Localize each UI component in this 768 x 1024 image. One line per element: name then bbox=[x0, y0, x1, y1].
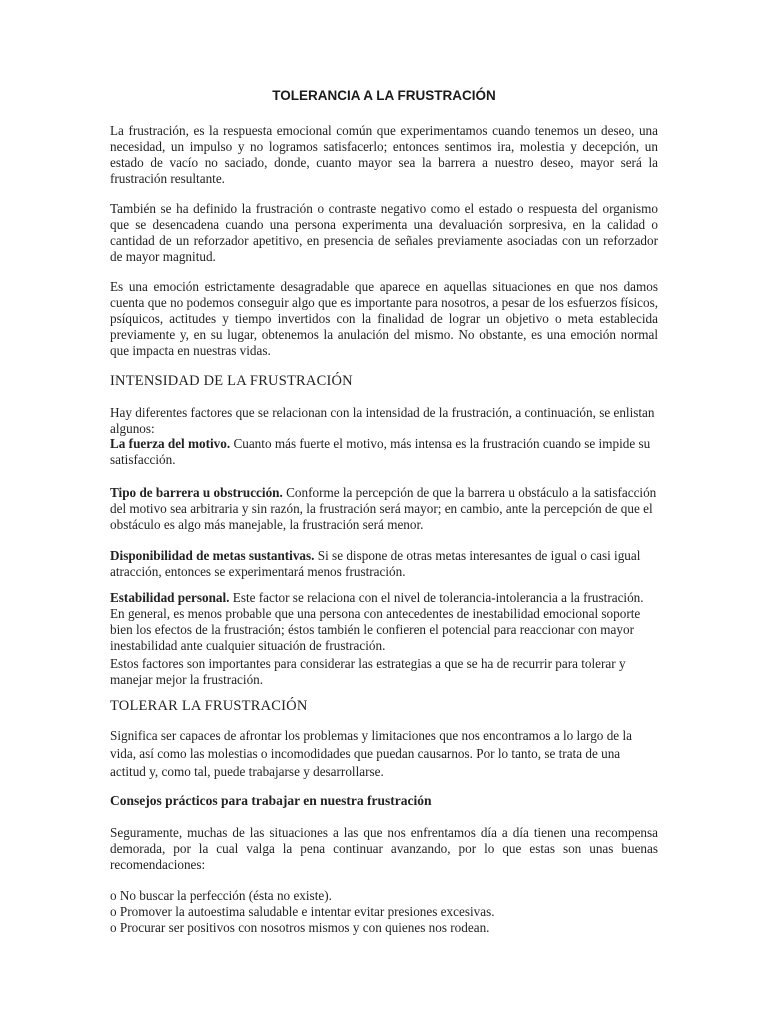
factor-term: La fuerza del motivo. bbox=[110, 436, 231, 451]
section-heading-intensidad: INTENSIDAD DE LA FRUSTRACIÓN bbox=[110, 373, 353, 389]
factor-estabilidad-personal bbox=[110, 590, 658, 654]
section2-text: Significa ser capaces de afrontar los problemas y limitaciones que nos encontramos a lo largo de la vida, así como las molestias o incomodidades que puedan causarnos. Por lo tanto, se trata de una actitud y, como tal, puede trabajarse y desarrollarse. bbox=[110, 728, 632, 779]
factor-term: Estabilidad personal. bbox=[110, 590, 230, 605]
document-title: TOLERANCIA A LA FRUSTRACIÓN bbox=[272, 88, 496, 103]
intro-paragraph-3: Es una emoción estrictamente desagradable que aparece en aquellas situaciones en que nos damos cuenta que no podemos conseguir algo que es importante para nosotros, a pesar de los esfuerzos físicos, psíquicos, actitudes y tiempo invertidos con la finalidad de lograr un objetivo o meta establecida previamente y, en su lugar, obtenemos la anulación del mismo. No obstante, es una emoción normal que impacta en nuestras vidas. bbox=[110, 279, 658, 358]
factor-term: Tipo de barrera u obstrucción. bbox=[110, 485, 283, 500]
list-item: o Promover la autoestima saludable e intentar evitar presiones excesivas. bbox=[110, 904, 495, 919]
recommendations-list bbox=[110, 888, 658, 936]
factor-tipo-barrera bbox=[110, 485, 658, 533]
factor-disponibilidad-metas bbox=[110, 548, 658, 580]
section3-text: Seguramente, muchas de las situaciones a las que nos enfrentamos día a día tienen una recompensa demorada, por la cual valga la pena continuar avanzando, por lo que estas son unas buenas recomendaciones: bbox=[110, 825, 658, 872]
intro-paragraph-1: La frustración, es la respuesta emocional común que experimentamos cuando tenemos un deseo, una necesidad, un impulso y no logramos satisfacerlo; entonces sentimos ira, molestia y decepción, un estado de vacío no saciado, donde, cuanto mayor sea la barrera a nuestro deseo, mayor será la frustración resultante. bbox=[110, 123, 658, 186]
factor-fuerza-motivo bbox=[110, 436, 658, 468]
factor-text: Conforme la percepción de que la barrera u obstáculo a la satisfacción del motivo sea arbitraria y sin razón, la frustración será mayor; en cambio, ante la percepción de que el obstáculo es algo más manejable, la frustración será menor. bbox=[110, 485, 657, 532]
intro-paragraph-2: También se ha definido la frustración o contraste negativo como el estado o respuesta del organismo que se desencadena cuando una persona experimenta una devaluación sorpresiva, en la calidad o cantidad de un reforzador apetitivo, en presencia de señales previamente asociadas con un reforzador de mayor magnitud. bbox=[110, 201, 658, 264]
factor-text: Este factor se relaciona con el nivel de tolerancia-intolerancia a la frustración. En general, es menos probable que una persona con antecedentes de inestabilidad emocional soporte bien los efectos de la frustración; éstos también le confieren el potencial para reaccionar con mayor inestabilidad ante cualquier situación de frustración. bbox=[110, 590, 644, 653]
factor-text: Cuanto más fuerte el motivo, más intensa es la frustración cuando se impide su satisfacción. bbox=[110, 436, 651, 467]
section-heading-consejos: Consejos prácticos para trabajar en nuestra frustración bbox=[110, 793, 432, 808]
section1-closing: Estos factores son importantes para considerar las estrategias a que se ha de recurrir para tolerar y manejar mejor la frustración. bbox=[110, 656, 626, 687]
section1-lead: Hay diferentes factores que se relacionan con la intensidad de la frustración, a continuación, se enlistan algunos: bbox=[110, 405, 655, 436]
section-heading-tolerar: TOLERAR LA FRUSTRACIÓN bbox=[110, 698, 308, 714]
factor-term: Disponibilidad de metas sustantivas. bbox=[110, 548, 315, 563]
factor-text: Si se dispone de otras metas interesantes de igual o casi igual atracción, entonces se experimentará menos frustración. bbox=[110, 548, 641, 579]
list-item: o Procurar ser positivos con nosotros mismos y con quienes nos rodean. bbox=[110, 920, 490, 935]
list-item: o No buscar la perfección (ésta no existe). bbox=[110, 888, 332, 903]
